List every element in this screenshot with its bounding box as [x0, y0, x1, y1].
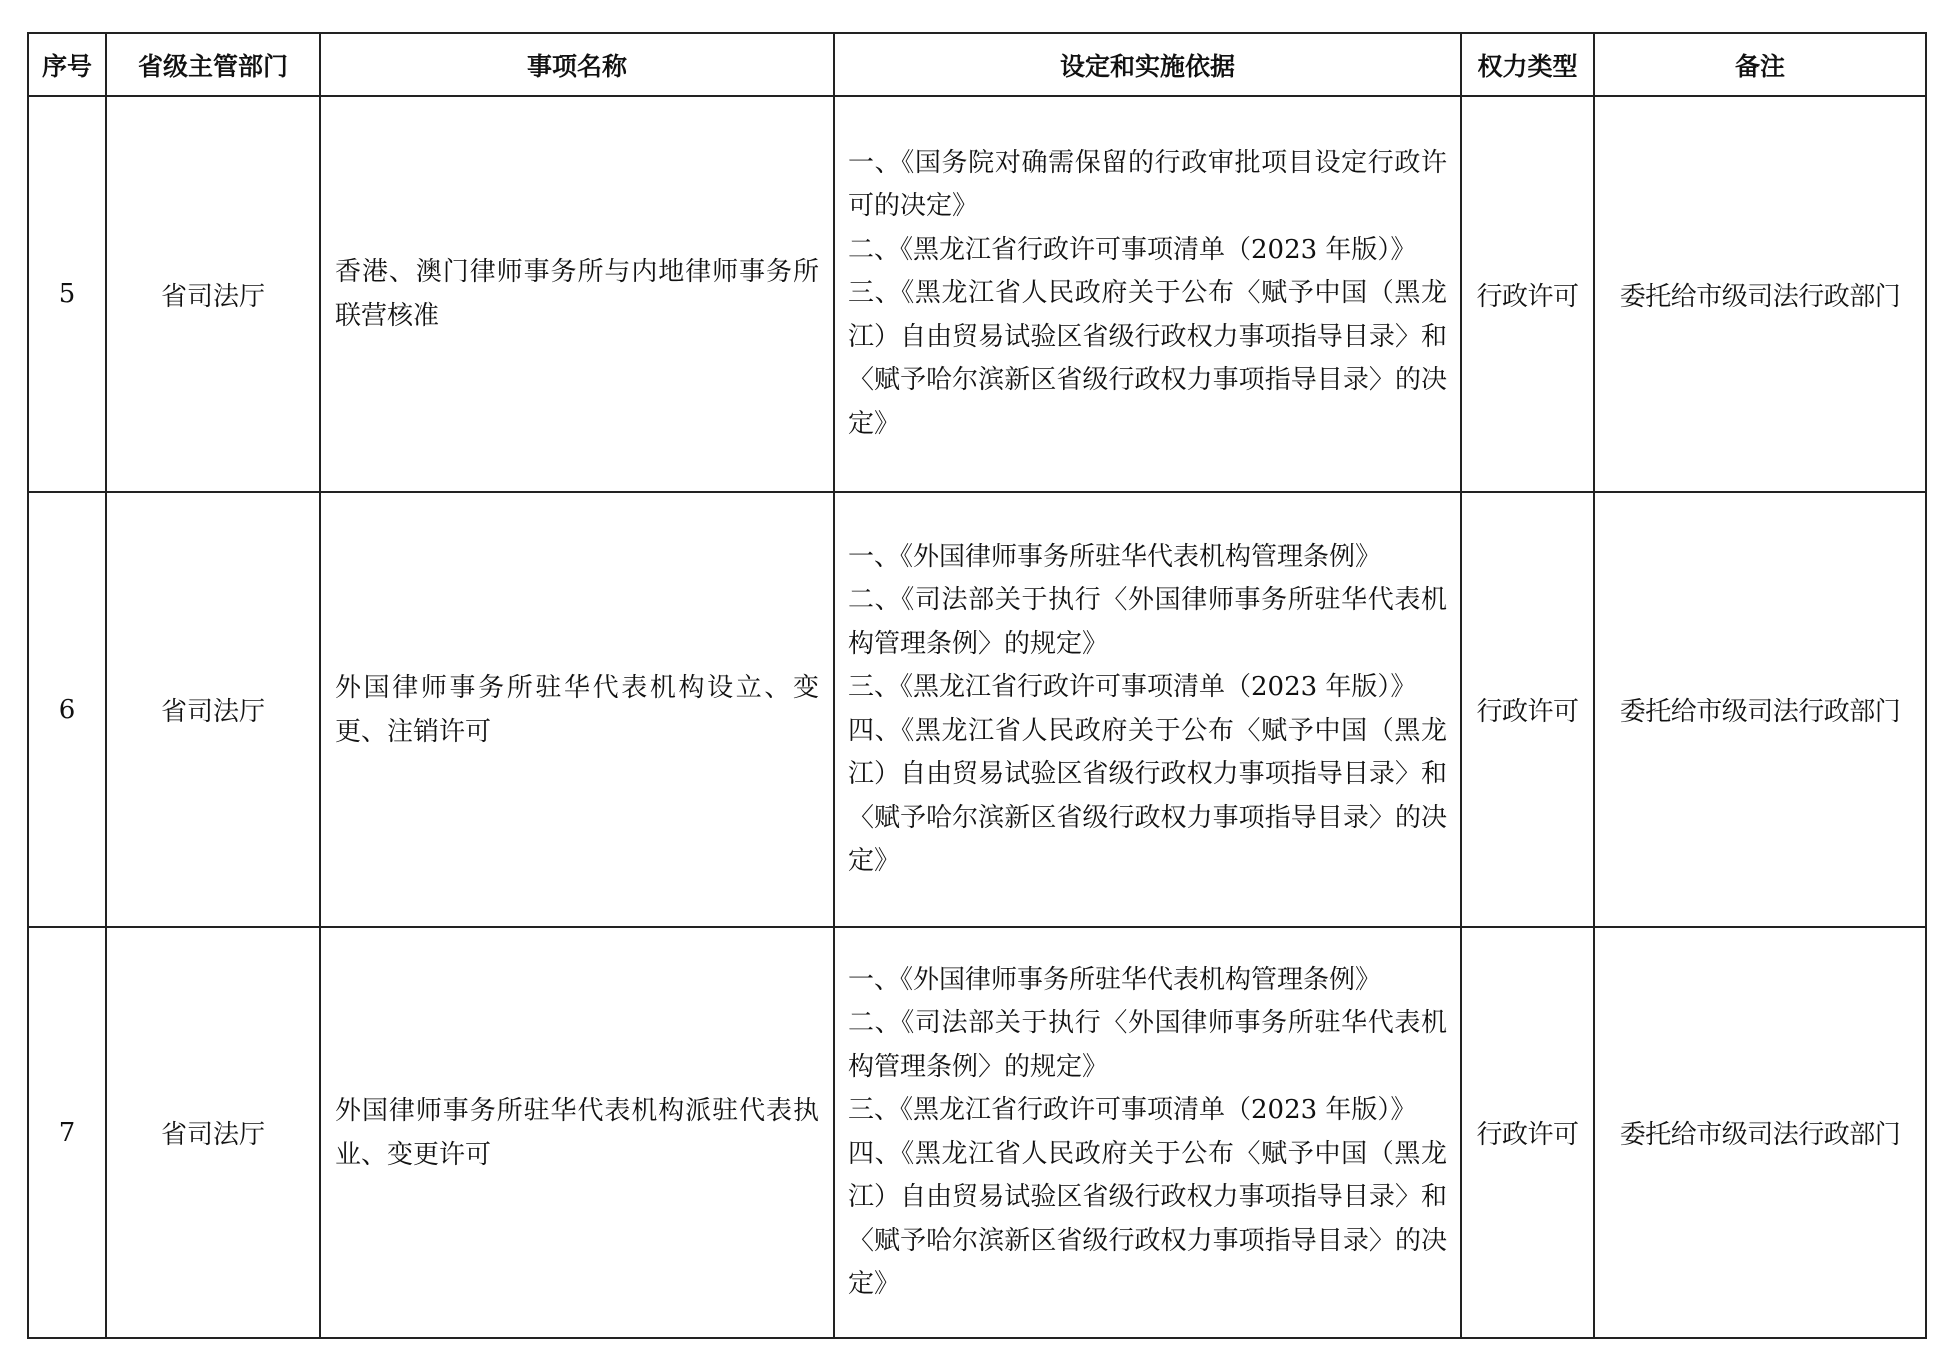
permission-table	[27, 32, 1927, 1339]
header-serial-number: 序号	[28, 33, 106, 96]
basis-line: 三、《黑龙江省行政许可事项清单（2023 年版）》	[848, 1095, 1417, 1125]
cell-serial-number: 6	[28, 492, 106, 927]
cell-legal-basis	[834, 927, 1461, 1338]
cell-remarks: 委托给市级司法行政部门	[1594, 96, 1926, 492]
header-remarks: 备注	[1594, 33, 1926, 96]
basis-line: 一、《国务院对确需保留的行政审批项目设定行政许可的决定》	[848, 147, 1447, 222]
header-department: 省级主管部门	[106, 33, 320, 96]
basis-line: 三、《黑龙江省人民政府关于公布〈赋予中国（黑龙江）自由贸易试验区省级行政权力事项指导目录〉和〈赋予哈尔滨新区省级行政权力事项指导目录〉的决定》	[848, 278, 1447, 439]
cell-item-name: 外国律师事务所驻华代表机构派驻代表执业、变更许可	[320, 927, 834, 1338]
basis-line: 一、《外国律师事务所驻华代表机构管理条例》	[848, 541, 1382, 572]
basis-line: 二、《黑龙江省行政许可事项清单（2023 年版）》	[848, 234, 1417, 265]
basis-line: 二、《司法部关于执行〈外国律师事务所驻华代表机构管理条例〉的规定》	[848, 585, 1447, 659]
cell-department: 省司法厅	[106, 96, 320, 492]
cell-serial-number: 5	[28, 96, 106, 492]
table-row	[28, 96, 1926, 492]
cell-remarks: 委托给市级司法行政部门	[1594, 927, 1926, 1338]
cell-item-name: 外国律师事务所驻华代表机构设立、变更、注销许可	[320, 492, 834, 927]
table-row	[28, 492, 1926, 927]
cell-legal-basis	[834, 492, 1461, 927]
basis-line: 四、《黑龙江省人民政府关于公布〈赋予中国（黑龙江）自由贸易试验区省级行政权力事项指导目录〉和〈赋予哈尔滨新区省级行政权力事项指导目录〉的决定》	[848, 715, 1447, 876]
table-row	[28, 927, 1926, 1338]
table-header-row	[28, 33, 1926, 96]
basis-line: 一、《外国律师事务所驻华代表机构管理条例》	[848, 964, 1382, 995]
header-power-type: 权力类型	[1461, 33, 1594, 96]
cell-department: 省司法厅	[106, 492, 320, 927]
cell-remarks: 委托给市级司法行政部门	[1594, 492, 1926, 927]
cell-department: 省司法厅	[106, 927, 320, 1338]
basis-line: 三、《黑龙江省行政许可事项清单（2023 年版）》	[848, 672, 1417, 702]
header-legal-basis: 设定和实施依据	[834, 33, 1461, 96]
cell-serial-number: 7	[28, 927, 106, 1338]
basis-line: 二、《司法部关于执行〈外国律师事务所驻华代表机构管理条例〉的规定》	[848, 1008, 1447, 1082]
cell-power-type: 行政许可	[1461, 96, 1594, 492]
cell-power-type: 行政许可	[1461, 927, 1594, 1338]
header-item-name: 事项名称	[320, 33, 834, 96]
cell-power-type: 行政许可	[1461, 492, 1594, 927]
cell-item-name: 香港、澳门律师事务所与内地律师事务所联营核准	[320, 96, 834, 492]
cell-legal-basis	[834, 96, 1461, 492]
basis-line: 四、《黑龙江省人民政府关于公布〈赋予中国（黑龙江）自由贸易试验区省级行政权力事项指导目录〉和〈赋予哈尔滨新区省级行政权力事项指导目录〉的决定》	[848, 1138, 1447, 1299]
